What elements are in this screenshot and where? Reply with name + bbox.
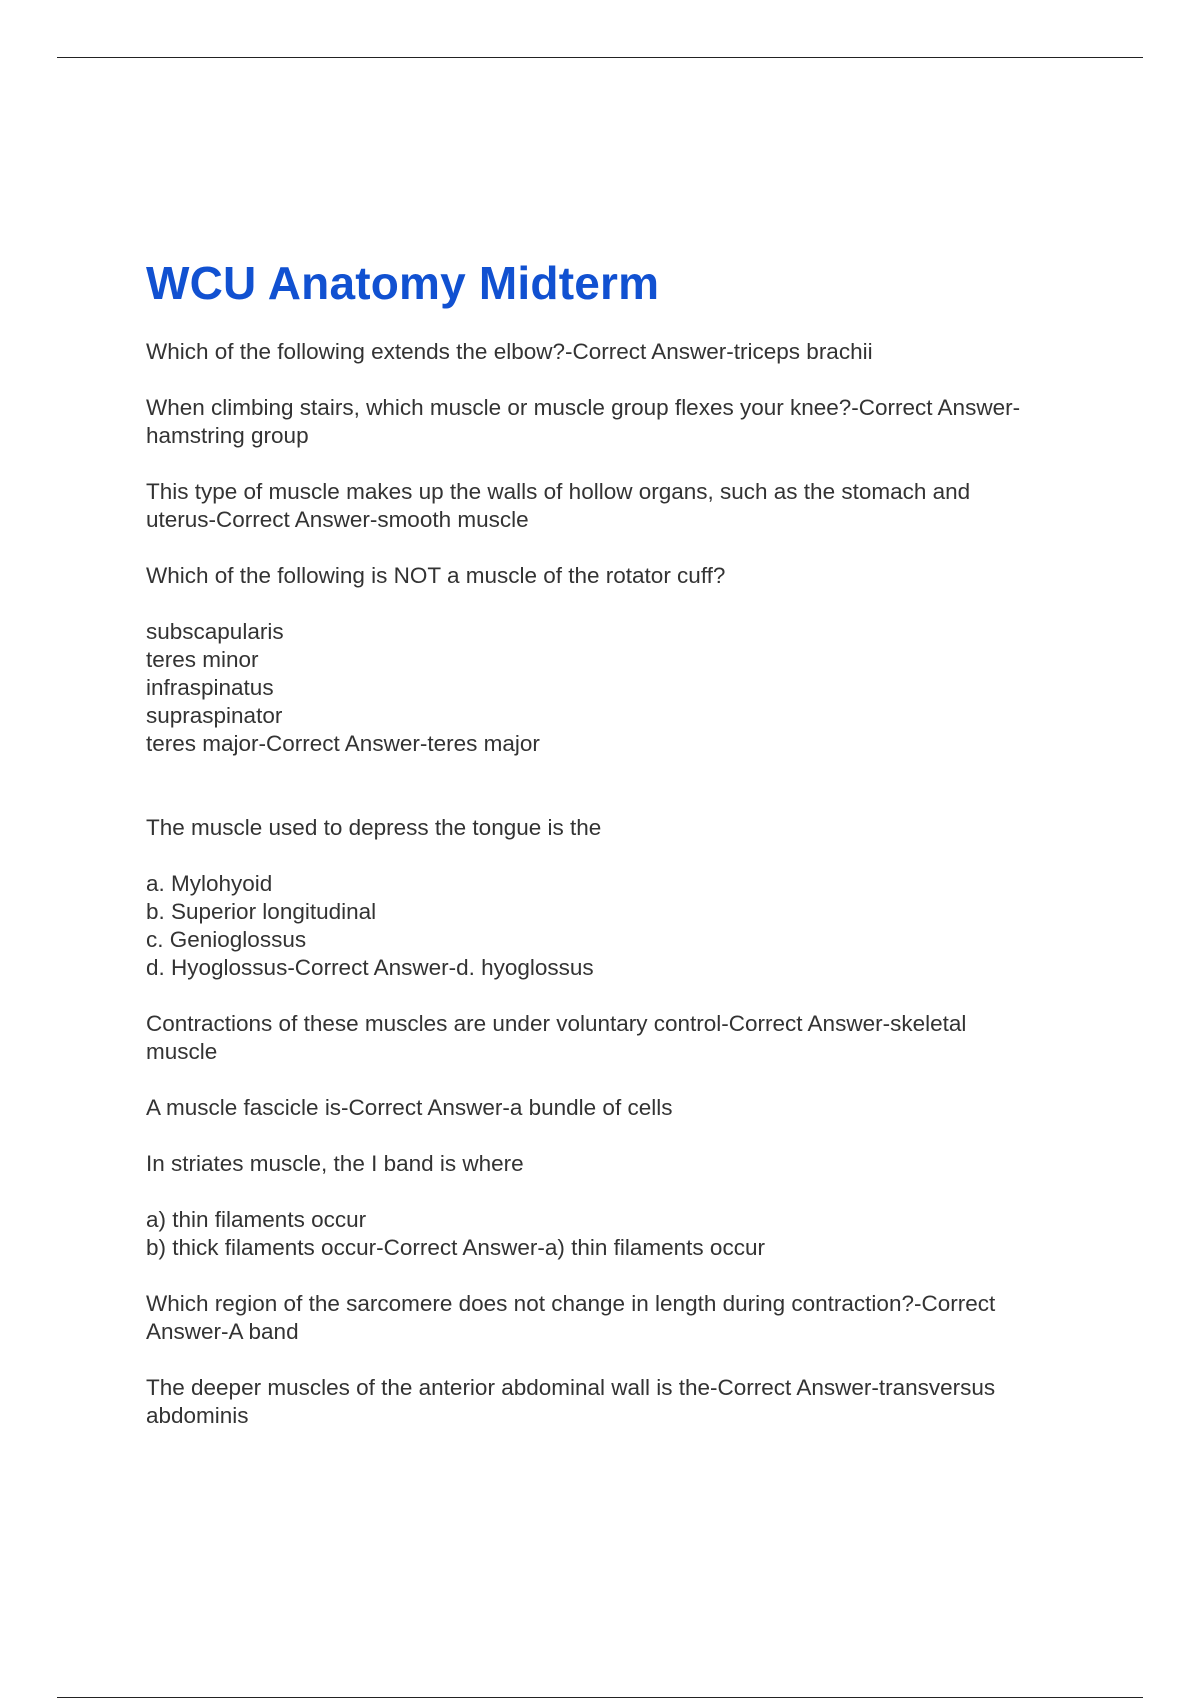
option-line: infraspinatus bbox=[146, 675, 274, 700]
entry-line: In striates muscle, the I band is where bbox=[146, 1151, 524, 1176]
qa-entry-7 bbox=[146, 1094, 1106, 1122]
entry-line: Which of the following is NOT a muscle of the rotator cuff? bbox=[146, 563, 726, 588]
qa-entry-8-question bbox=[146, 1150, 1106, 1178]
top-rule bbox=[57, 57, 1143, 58]
qa-entry-8-options bbox=[146, 1206, 1106, 1262]
entry-line: The deeper muscles of the anterior abdominal wall is the-Correct Answer-transversus bbox=[146, 1375, 996, 1400]
qa-entry-6 bbox=[146, 1010, 1106, 1066]
option-line: c. Genioglossus bbox=[146, 927, 307, 952]
bottom-rule bbox=[57, 1697, 1143, 1698]
entry-line: uterus-Correct Answer-smooth muscle bbox=[146, 507, 529, 532]
entry-line: muscle bbox=[146, 1039, 218, 1064]
qa-entry-2 bbox=[146, 394, 1106, 450]
qa-entry-5-options bbox=[146, 870, 1106, 982]
qa-entry-1 bbox=[146, 338, 1106, 366]
document-body bbox=[146, 255, 1106, 1458]
entry-line: abdominis bbox=[146, 1403, 249, 1428]
option-line: d. Hyoglossus-Correct Answer-d. hyoglossus bbox=[146, 955, 594, 980]
qa-entry-4-options bbox=[146, 618, 1106, 758]
option-line: a. Mylohyoid bbox=[146, 871, 273, 896]
qa-entry-10 bbox=[146, 1374, 1106, 1430]
option-line: supraspinator bbox=[146, 703, 283, 728]
qa-entry-9 bbox=[146, 1290, 1106, 1346]
qa-entry-4-question bbox=[146, 562, 1106, 590]
qa-entry-3 bbox=[146, 478, 1106, 534]
qa-entry-5-question bbox=[146, 814, 1106, 842]
entry-line: When climbing stairs, which muscle or muscle group flexes your knee?-Correct Answer- bbox=[146, 395, 1021, 420]
option-line: teres major-Correct Answer-teres major bbox=[146, 731, 540, 756]
entry-line: The muscle used to depress the tongue is the bbox=[146, 815, 602, 840]
option-line: b) thick filaments occur-Correct Answer-a) thin filaments occur bbox=[146, 1235, 765, 1260]
option-line: subscapularis bbox=[146, 619, 284, 644]
entry-line: A muscle fascicle is-Correct Answer-a bundle of cells bbox=[146, 1095, 673, 1120]
entry-line: This type of muscle makes up the walls of hollow organs, such as the stomach and bbox=[146, 479, 971, 504]
option-line: a) thin filaments occur bbox=[146, 1207, 367, 1232]
document-title: WCU Anatomy Midterm bbox=[146, 257, 660, 309]
entry-line: hamstring group bbox=[146, 423, 309, 448]
option-line: teres minor bbox=[146, 647, 259, 672]
entry-line: Answer-A band bbox=[146, 1319, 299, 1344]
entry-line: Which of the following extends the elbow?-Correct Answer-triceps brachii bbox=[146, 339, 873, 364]
entry-line: Which region of the sarcomere does not change in length during contraction?-Correct bbox=[146, 1291, 996, 1316]
option-line: b. Superior longitudinal bbox=[146, 899, 377, 924]
entry-line: Contractions of these muscles are under voluntary control-Correct Answer-skeletal bbox=[146, 1011, 967, 1036]
